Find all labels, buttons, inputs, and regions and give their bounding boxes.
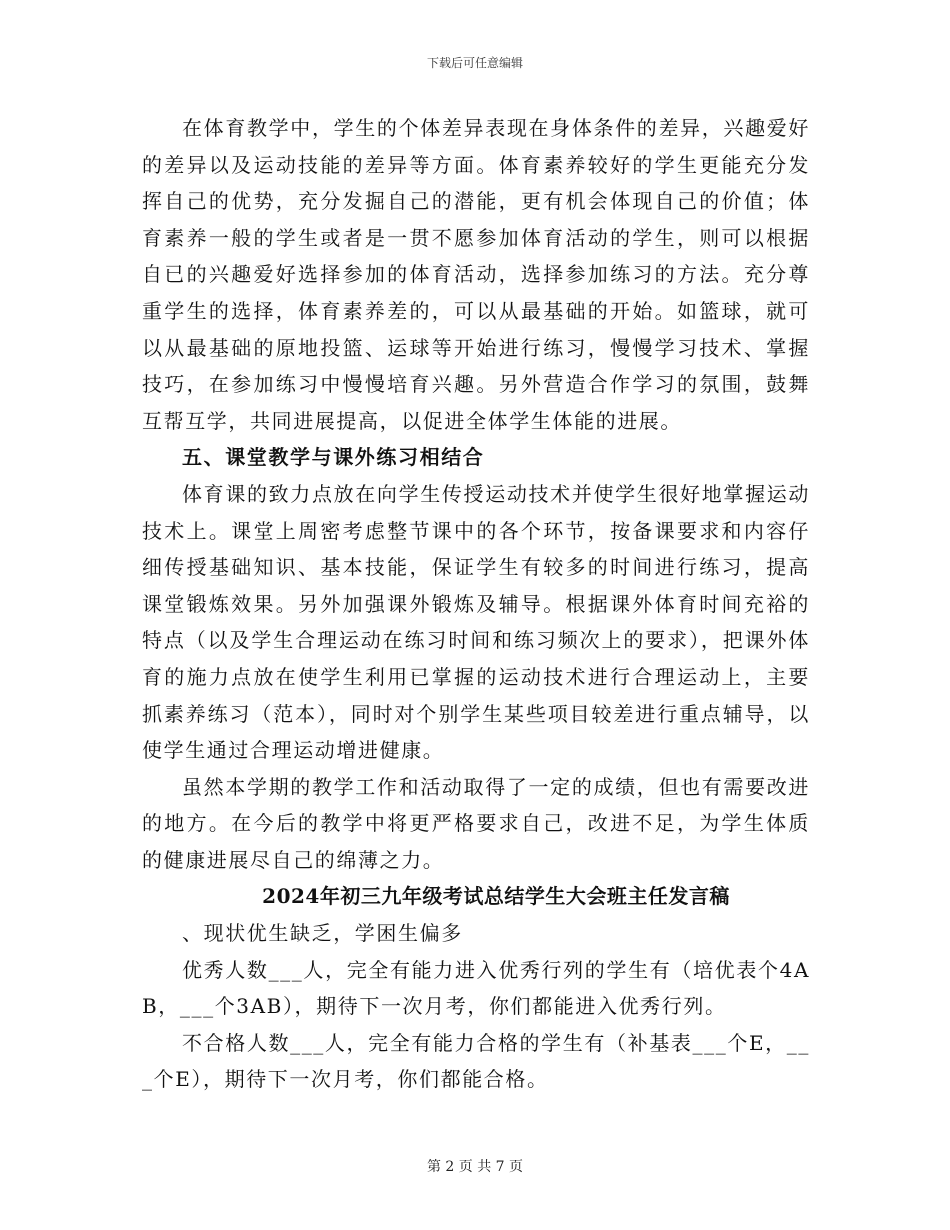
paragraph-current-status: 、现状优生缺乏，学困生偏多 bbox=[182, 921, 463, 946]
page-number: 第 2 页 共 7 页 bbox=[426, 1159, 524, 1175]
paragraph-individual-differences: 在体育教学中，学生的个体差异表现在身体条件的差异，兴趣爱好的差异以及运动技能的差异等方面。体育素养较好的学生更能充分发挥自己的优势，充分发掘自己的潜能，更有机会体现自己的价值；体育素养一般的学生或者是一贯不愿参加体育活动的学生，则可以根据自已的兴趣爱好选择参加的体育活动，选择参加练习的方法。充分尊重学生的选择，体育素养差的，可以从最基础的开始。如篮球，就可以从最基础的原地投篮、运球等开始进行练习，慢慢学习技术、掌握技巧，在参加练习中慢慢培育兴趣。另外营造合作学习的氛围，鼓舞互帮互学，共同进展提高，以促进全体学生体能的进展。 bbox=[142, 116, 810, 433]
paragraph-excellent-students: 优秀人数___人，完全有能力进入优秀行列的学生有（培优表个4AB，___个3AB），期待下一次月考，你们都能进入优秀行列。 bbox=[142, 957, 810, 1019]
paragraph-failing-students: 不合格人数___人，完全有能力合格的学生有（补基表___个E，___个E），期待下一次月考，你们都能合格。 bbox=[142, 1030, 810, 1092]
paragraph-conclusion: 虽然本学期的教学工作和活动取得了一定的成绩，但也有需要改进的地方。在今后的教学中将更严格要求自己，改进不足，为学生体质的健康进展尽自己的绵薄之力。 bbox=[142, 774, 810, 872]
page-header: 下载后可任意编辑 bbox=[426, 56, 523, 70]
paragraph-class-and-extracurricular: 体育课的致力点放在向学生传授运动技术并使学生很好地掌握运动技术上。课堂上周密考虑整节课中的各个环节，按备课要求和内容仔细传授基础知识、基本技能，保证学生有较多的时间进行练习，提高课堂锻炼效果。另外加强课外锻炼及辅导。根据课外体育时间充裕的特点（以及学生合理运动在练习时间和练习频次上的要求），把课外体育的施力点放在使学生利用已掌握的运动技术进行合理运动上，主要抓素养练习（范本），同时对个别学生某些项目较差进行重点辅导，以使学生通过合理运动增进健康。 bbox=[142, 481, 810, 763]
document-title: 2024年初三九年级考试总结学生大会班主任发言稿 bbox=[262, 884, 730, 909]
section-heading-5: 五、课堂教学与课外练习相结合 bbox=[182, 445, 485, 470]
document-body bbox=[142, 110, 810, 1098]
